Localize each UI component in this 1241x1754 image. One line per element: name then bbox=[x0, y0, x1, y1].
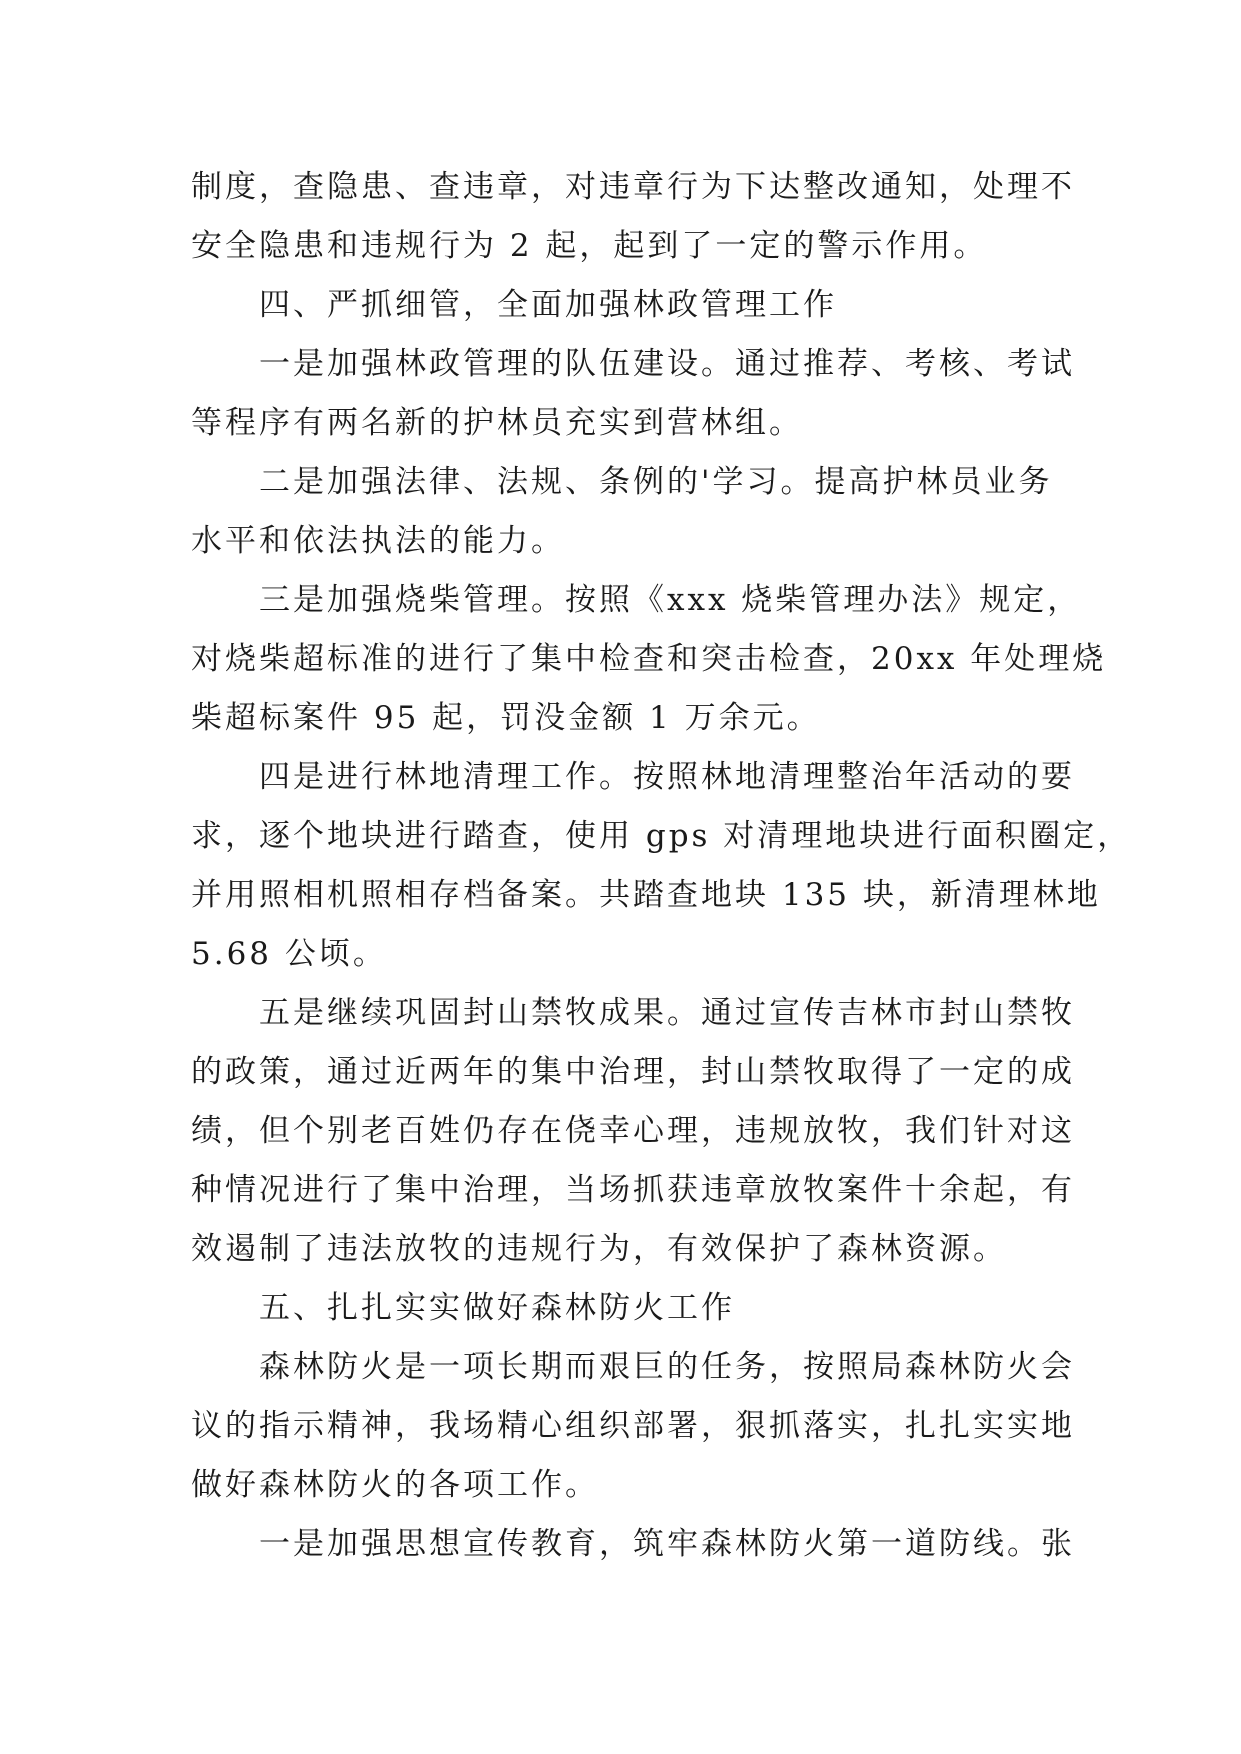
paragraph-line: 议的指示精神，我场精心组织部署，狠抓落实，扎扎实实地 bbox=[191, 1408, 1075, 1444]
paragraph-line: 对烧柴超标准的进行了集中检查和突击检查，20xx 年处理烧 bbox=[191, 641, 1107, 677]
paragraph-line: 安全隐患和违规行为 2 起，起到了一定的警示作用。 bbox=[191, 228, 988, 264]
paragraph-line: 等程序有两名新的护林员充实到营林组。 bbox=[191, 405, 803, 441]
paragraph-first-line: 一是加强林政管理的队伍建设。通过推荐、考核、考试 bbox=[259, 346, 1075, 382]
paragraph-line: 柴超标案件 95 起，罚没金额 1 万余元。 bbox=[191, 700, 821, 736]
paragraph-first-line: 二是加强法律、法规、条例的'学习。提高护林员业务 bbox=[259, 464, 1053, 500]
paragraph-line: 5.68 公顷。 bbox=[191, 936, 387, 972]
paragraph-line: 制度，查隐患、查违章，对违章行为下达整改通知，处理不 bbox=[191, 169, 1075, 205]
paragraph-first-line: 森林防火是一项长期而艰巨的任务，按照局森林防火会 bbox=[259, 1349, 1075, 1385]
paragraph-first-line: 一是加强思想宣传教育，筑牢森林防火第一道防线。张 bbox=[259, 1526, 1075, 1562]
paragraph-line: 求，逐个地块进行踏查，使用 gps 对清理地块进行面积圈定， bbox=[191, 818, 1132, 854]
paragraph-first-line: 五、扎扎实实做好森林防火工作 bbox=[259, 1290, 735, 1326]
paragraph-line: 水平和依法执法的能力。 bbox=[191, 523, 565, 559]
paragraph-first-line: 三是加强烧柴管理。按照《xxx 烧柴管理办法》规定， bbox=[259, 582, 1082, 618]
paragraph-first-line: 四、严抓细管，全面加强林政管理工作 bbox=[259, 287, 837, 323]
paragraph-line: 做好森林防火的各项工作。 bbox=[191, 1467, 599, 1503]
document-body bbox=[191, 158, 1132, 1574]
paragraph-line: 的政策，通过近两年的集中治理，封山禁牧取得了一定的成 bbox=[191, 1054, 1075, 1090]
paragraph-first-line: 四是进行林地清理工作。按照林地清理整治年活动的要 bbox=[259, 759, 1075, 795]
paragraph-line: 并用照相机照相存档备案。共踏查地块 135 块，新清理林地 bbox=[191, 877, 1101, 913]
paragraph-first-line: 五是继续巩固封山禁牧成果。通过宣传吉林市封山禁牧 bbox=[259, 995, 1075, 1031]
paragraph-line: 种情况进行了集中治理，当场抓获违章放牧案件十余起，有 bbox=[191, 1172, 1075, 1208]
paragraph-line: 绩，但个别老百姓仍存在侥幸心理，违规放牧，我们针对这 bbox=[191, 1113, 1075, 1149]
paragraph-line: 效遏制了违法放牧的违规行为，有效保护了森林资源。 bbox=[191, 1231, 1007, 1267]
